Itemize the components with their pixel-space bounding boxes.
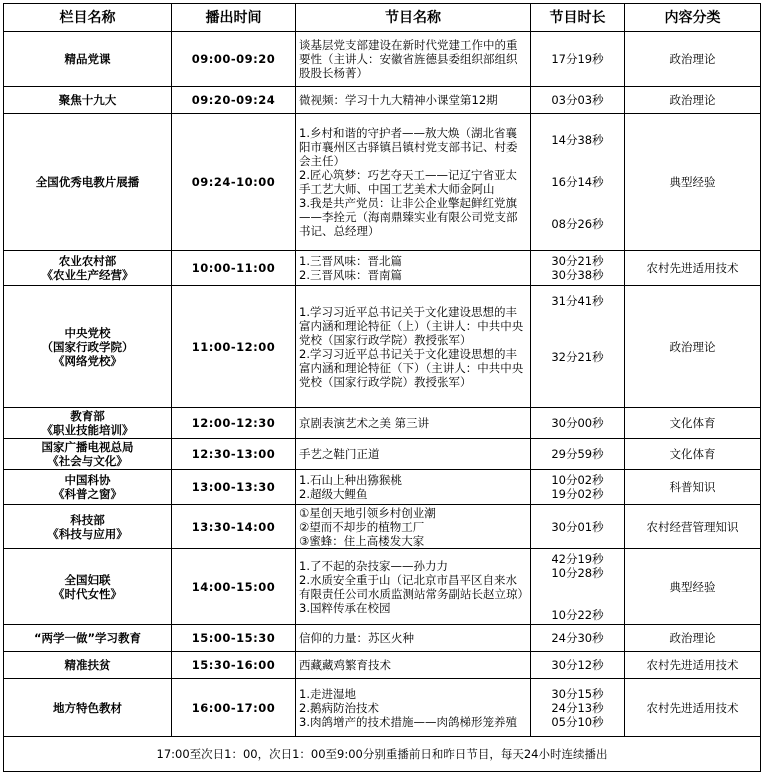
program-line: 3.我是共产党员：让非公企业擎起鲜红党旗——李拴元（海南鼎臻实业有限公司党支部书记、总经理） <box>299 196 518 238</box>
duration-cell <box>531 505 625 549</box>
program-line: 2.三晋风味：晋南篇 <box>299 268 402 282</box>
header-program-name: 节目名称 <box>296 4 531 32</box>
column-name-cell <box>4 87 172 114</box>
broadcast-time-cell: 15:30-16:00 <box>172 652 296 679</box>
table-row <box>4 286 761 408</box>
broadcast-time-cell: 09:24-10:00 <box>172 114 296 251</box>
column-name-line: 全国妇联 <box>64 572 111 587</box>
broadcast-time-cell: 15:00-15:30 <box>172 625 296 652</box>
column-name-line: 《科普之窗》 <box>53 487 122 501</box>
column-name-line: 《时代女性》 <box>53 586 122 601</box>
duration-value: 19分02秒 <box>551 487 604 501</box>
category-cell: 典型经验 <box>625 549 761 625</box>
column-name-line: 国家广播电视总局 <box>41 440 134 454</box>
column-name-line: 科技部 <box>70 512 105 527</box>
duration-cell <box>531 625 625 652</box>
table-row <box>4 652 761 679</box>
table-row <box>4 625 761 652</box>
column-name-cell <box>4 625 172 652</box>
program-line: 1.走进湿地 <box>299 686 356 701</box>
duration-value: 24分13秒 <box>551 700 604 715</box>
table-row <box>4 32 761 87</box>
column-name-cell <box>4 549 172 625</box>
program-schedule-table <box>3 3 761 772</box>
broadcast-time-cell: 11:00-12:00 <box>172 286 296 408</box>
duration-cell <box>531 549 625 625</box>
category-cell: 农村经营管理知识 <box>625 505 761 549</box>
duration-cell <box>531 679 625 737</box>
program-line: 2.学习习近平总书记关于文化建设思想的丰富内涵和理论特征（下）（主讲人：中共中央党校（国家行政学院）教授张军） <box>299 346 524 389</box>
category-cell: 农村先进适用技术 <box>625 251 761 286</box>
column-name-line: 中国科协 <box>64 473 111 487</box>
duration-value: 24分30秒 <box>551 631 604 645</box>
duration-cell <box>531 286 625 408</box>
program-line: 1.石山上种出猕猴桃 <box>299 473 402 487</box>
column-name-line: “两学一做”学习教育 <box>33 631 142 645</box>
program-name-cell <box>296 549 531 625</box>
duration-value: 30分15秒 <box>551 686 604 701</box>
duration-value: 16分14秒 <box>551 175 604 189</box>
duration-cell <box>531 251 625 286</box>
column-name-line: 聚焦十九大 <box>58 93 117 107</box>
duration-cell <box>531 87 625 114</box>
program-line: 微视频：学习十九大精神小课堂第12期 <box>299 93 498 107</box>
program-line: ②望而不却步的植物工厂 <box>299 519 425 534</box>
column-name-line: 教育部 <box>70 409 105 423</box>
duration-cell <box>531 652 625 679</box>
program-line: 1.了不起的杂技家——孙力力 <box>299 558 448 573</box>
footer-row <box>4 737 761 772</box>
program-name-cell <box>296 470 531 505</box>
duration-value: 31分41秒 <box>551 293 604 308</box>
table-row <box>4 439 761 470</box>
category-cell: 政治理论 <box>625 625 761 652</box>
broadcast-time-cell: 09:20-09:24 <box>172 87 296 114</box>
duration-value: 17分19秒 <box>551 52 604 66</box>
duration-cell <box>531 470 625 505</box>
table-row <box>4 87 761 114</box>
duration-value: 42分19秒 <box>551 551 604 566</box>
program-line: 2.鹅病防治技术 <box>299 700 379 715</box>
duration-value: 30分12秒 <box>551 658 604 672</box>
header-broadcast-time: 播出时间 <box>172 4 296 32</box>
program-line: 信仰的力量：苏区火种 <box>299 631 414 645</box>
duration-value: 03分03秒 <box>551 93 604 107</box>
column-name-cell <box>4 470 172 505</box>
duration-cell <box>531 114 625 251</box>
column-name-cell <box>4 679 172 737</box>
program-name-cell <box>296 625 531 652</box>
category-cell: 科普知识 <box>625 470 761 505</box>
broadcast-time-cell: 13:00-13:30 <box>172 470 296 505</box>
program-name-cell <box>296 87 531 114</box>
broadcast-time-cell: 12:30-13:00 <box>172 439 296 470</box>
program-line: 1.学习习近平总书记关于文化建设思想的丰富内涵和理论特征（上）（主讲人：中共中央党校（国家行政学院）教授张军） <box>299 304 524 347</box>
column-name-cell <box>4 652 172 679</box>
program-name-cell <box>296 286 531 408</box>
duration-value: 30分01秒 <box>551 519 604 534</box>
broadcast-time-cell: 09:00-09:20 <box>172 32 296 87</box>
duration-value: 14分38秒 <box>551 133 604 147</box>
category-cell: 典型经验 <box>625 114 761 251</box>
program-name-cell <box>296 114 531 251</box>
program-name-cell <box>296 439 531 470</box>
header-row <box>4 4 761 32</box>
program-line: 3.国粹传承在校园 <box>299 600 391 615</box>
column-name-line: 地方特色教材 <box>53 700 122 715</box>
category-cell: 农村先进适用技术 <box>625 652 761 679</box>
column-name-line: 精准扶贫 <box>64 658 111 672</box>
column-name-line: （国家行政学院） <box>41 339 134 354</box>
table-row <box>4 251 761 286</box>
duration-value: 29分59秒 <box>551 447 604 461</box>
table-row <box>4 408 761 439</box>
duration-value: 10分22秒 <box>551 607 604 622</box>
table-row <box>4 549 761 625</box>
duration-value: 05分10秒 <box>551 714 604 729</box>
column-name-line: 《职业技能培训》 <box>41 423 134 437</box>
duration-value: 32分21秒 <box>551 349 604 364</box>
table-row <box>4 679 761 737</box>
duration-value: 08分26秒 <box>551 217 604 231</box>
column-name-line: 《农业生产经营》 <box>41 268 134 282</box>
program-name-cell <box>296 679 531 737</box>
column-name-line: 全国优秀电教片展播 <box>35 175 140 189</box>
column-name-cell <box>4 439 172 470</box>
column-name-cell <box>4 505 172 549</box>
broadcast-time-cell: 16:00-17:00 <box>172 679 296 737</box>
broadcast-time-cell: 12:00-12:30 <box>172 408 296 439</box>
program-line: 2.匠心筑梦：巧艺夺天工——记辽宁省亚太手工艺大师、中国工艺美术大师金阿山 <box>299 168 517 196</box>
category-cell: 文化体育 <box>625 408 761 439</box>
column-name-cell <box>4 32 172 87</box>
duration-value: 30分00秒 <box>551 416 604 430</box>
category-cell: 文化体育 <box>625 439 761 470</box>
program-line: 手艺之鞋门正道 <box>299 447 380 461</box>
program-line: 2.水质安全重于山（记北京市昌平区自来水有限责任公司水质监测站常务副站长赵立琼） <box>299 572 529 601</box>
program-line: 京剧表演艺术之美 第三讲 <box>299 416 430 430</box>
duration-value: 10分02秒 <box>551 473 604 487</box>
header-category: 内容分类 <box>625 4 761 32</box>
table-row <box>4 505 761 549</box>
program-line: 1.三晋风味：晋北篇 <box>299 254 402 268</box>
category-cell: 政治理论 <box>625 87 761 114</box>
program-name-cell <box>296 32 531 87</box>
category-cell: 政治理论 <box>625 32 761 87</box>
column-name-cell <box>4 114 172 251</box>
broadcast-time-cell: 13:30-14:00 <box>172 505 296 549</box>
column-name-line: 《网络党校》 <box>53 353 122 368</box>
column-name-cell <box>4 408 172 439</box>
program-line: ③蜜蜂：住上高楼发大家 <box>299 533 425 548</box>
column-name-line: 《社会与文化》 <box>47 454 128 468</box>
duration-cell <box>531 32 625 87</box>
column-name-line: 中央党校 <box>64 325 111 340</box>
duration-value: 30分21秒 <box>551 254 604 268</box>
column-name-cell <box>4 286 172 408</box>
rebroadcast-note: 17:00至次日1：00，次日1：00至9:00分别重播前日和昨日节目，每天24小时连续播出 <box>4 737 761 772</box>
broadcast-time-cell: 14:00-15:00 <box>172 549 296 625</box>
duration-cell <box>531 408 625 439</box>
column-name-line: 农业农村部 <box>58 254 117 268</box>
header-column-name: 栏目名称 <box>4 4 172 32</box>
duration-cell <box>531 439 625 470</box>
program-name-cell <box>296 408 531 439</box>
program-line: 谈基层党支部建设在新时代党建工作中的重要性（主讲人：安徽省旌德县委组织部组织股股长杨菁） <box>299 38 518 80</box>
program-line: 1.乡村和谐的守护者——敖大焕（湖北省襄阳市襄州区古驿镇吕镇村党支部书记、村委会主任） <box>299 126 518 168</box>
table-row <box>4 470 761 505</box>
duration-value: 30分38秒 <box>551 268 604 282</box>
column-name-line: 《科技与应用》 <box>47 526 128 541</box>
broadcast-time-cell: 10:00-11:00 <box>172 251 296 286</box>
category-cell: 农村先进适用技术 <box>625 679 761 737</box>
column-name-line: 精品党课 <box>64 52 111 66</box>
category-cell: 政治理论 <box>625 286 761 408</box>
program-name-cell <box>296 251 531 286</box>
program-line: 3.肉鸽增产的技术措施——肉鸽梯形笼养殖 <box>299 714 517 729</box>
program-line: 2.超级大鲤鱼 <box>299 487 368 501</box>
table-row <box>4 114 761 251</box>
column-name-cell <box>4 251 172 286</box>
duration-value: 10分28秒 <box>551 565 604 580</box>
program-name-cell <box>296 505 531 549</box>
program-name-cell <box>296 652 531 679</box>
program-line: ①星创天地引领乡村创业潮 <box>299 505 436 520</box>
header-duration: 节目时长 <box>531 4 625 32</box>
program-line: 西藏藏鸡繁育技术 <box>299 658 391 672</box>
